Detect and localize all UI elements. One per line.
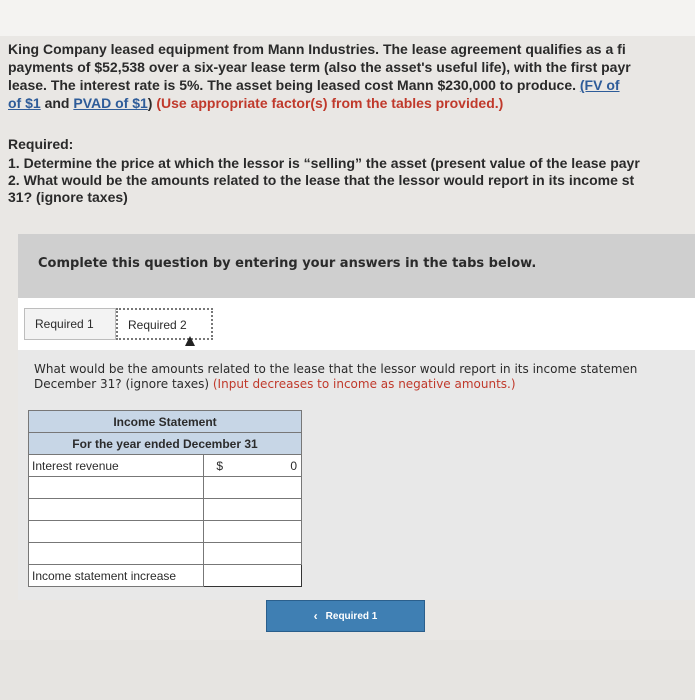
problem-line-2: payments of $52,538 over a six-year lease term (also the asset's useful life), with the first payr (8, 59, 631, 75)
paren-text: ) (147, 95, 157, 111)
pvad-link[interactable]: PVAD of $1 (73, 95, 148, 111)
row-label-input[interactable] (29, 477, 204, 499)
tab-required-1[interactable]: Required 1 (24, 308, 116, 340)
table-row-total (29, 565, 302, 587)
question-line-2-text: December 31? (ignore taxes) (34, 377, 213, 391)
amount-input[interactable] (204, 543, 302, 565)
total-label: Income statement increase (29, 565, 204, 587)
instruction-bar (18, 234, 695, 298)
amount-input[interactable] (204, 499, 302, 521)
question-note: (Input decreases to income as negative amounts.) (212, 377, 516, 391)
income-statement-subtitle: For the year ended December 31 (29, 433, 302, 455)
factor-note: (Use appropriate factor(s) from the tables provided.) (156, 95, 504, 111)
prev-required-1-button[interactable] (266, 600, 425, 632)
top-strip (0, 0, 695, 36)
income-statement-table (28, 410, 302, 587)
row-label-input[interactable] (29, 521, 204, 543)
fv-table-link[interactable]: (FV of (579, 77, 620, 93)
question-text (34, 362, 695, 392)
row-label-input[interactable]: Interest revenue (29, 455, 204, 477)
tab-required-2[interactable]: Required 2 (116, 308, 213, 340)
prev-button-label: Required 1 (325, 610, 378, 622)
problem-line-4 (8, 94, 695, 112)
fv-of-1-link[interactable]: of $1 (8, 95, 41, 111)
total-amount-input[interactable] (204, 565, 302, 587)
row-label-input[interactable] (29, 543, 204, 565)
and-text: and (40, 95, 74, 111)
amount-input[interactable] (204, 521, 302, 543)
instruction-text: Complete this question by entering your answers in the tabs below. (38, 256, 537, 271)
table-row (29, 455, 302, 477)
required-item-1: 1. Determine the price at which the lessor is “selling” the asset (present value of the lease payr (8, 155, 640, 171)
income-statement-title: Income Statement (29, 411, 302, 433)
required-item-2: 2. What would be the amounts related to the lease that the lessor would report in its income st (8, 172, 635, 188)
required-header: Required: (8, 136, 74, 152)
amount-input[interactable] (204, 477, 302, 499)
required-item-2-cont: 31? (ignore taxes) (8, 189, 128, 205)
tabs-bar (18, 298, 695, 350)
currency-symbol: $ (204, 455, 224, 477)
problem-line-3-text: lease. The interest rate is 5%. The asset being leased cost Mann $230,000 to produce. (8, 77, 580, 93)
amount-input[interactable]: 0 (224, 455, 302, 477)
problem-statement (8, 40, 695, 112)
question-line-2 (34, 377, 695, 392)
page-bottom (0, 640, 695, 700)
required-section (8, 136, 695, 206)
table-row (29, 499, 302, 521)
problem-line-3 (8, 76, 695, 94)
mouse-cursor-icon (185, 336, 195, 346)
table-row (29, 477, 302, 499)
question-line-1: What would be the amounts related to the lease that the lessor would report in its income statemen (34, 362, 638, 376)
problem-line-1: King Company leased equipment from Mann Industries. The lease agreement qualifies as a fi (8, 41, 626, 57)
table-row (29, 521, 302, 543)
row-label-input[interactable] (29, 499, 204, 521)
table-row (29, 543, 302, 565)
chevron-left-icon: ‹ (313, 609, 318, 623)
